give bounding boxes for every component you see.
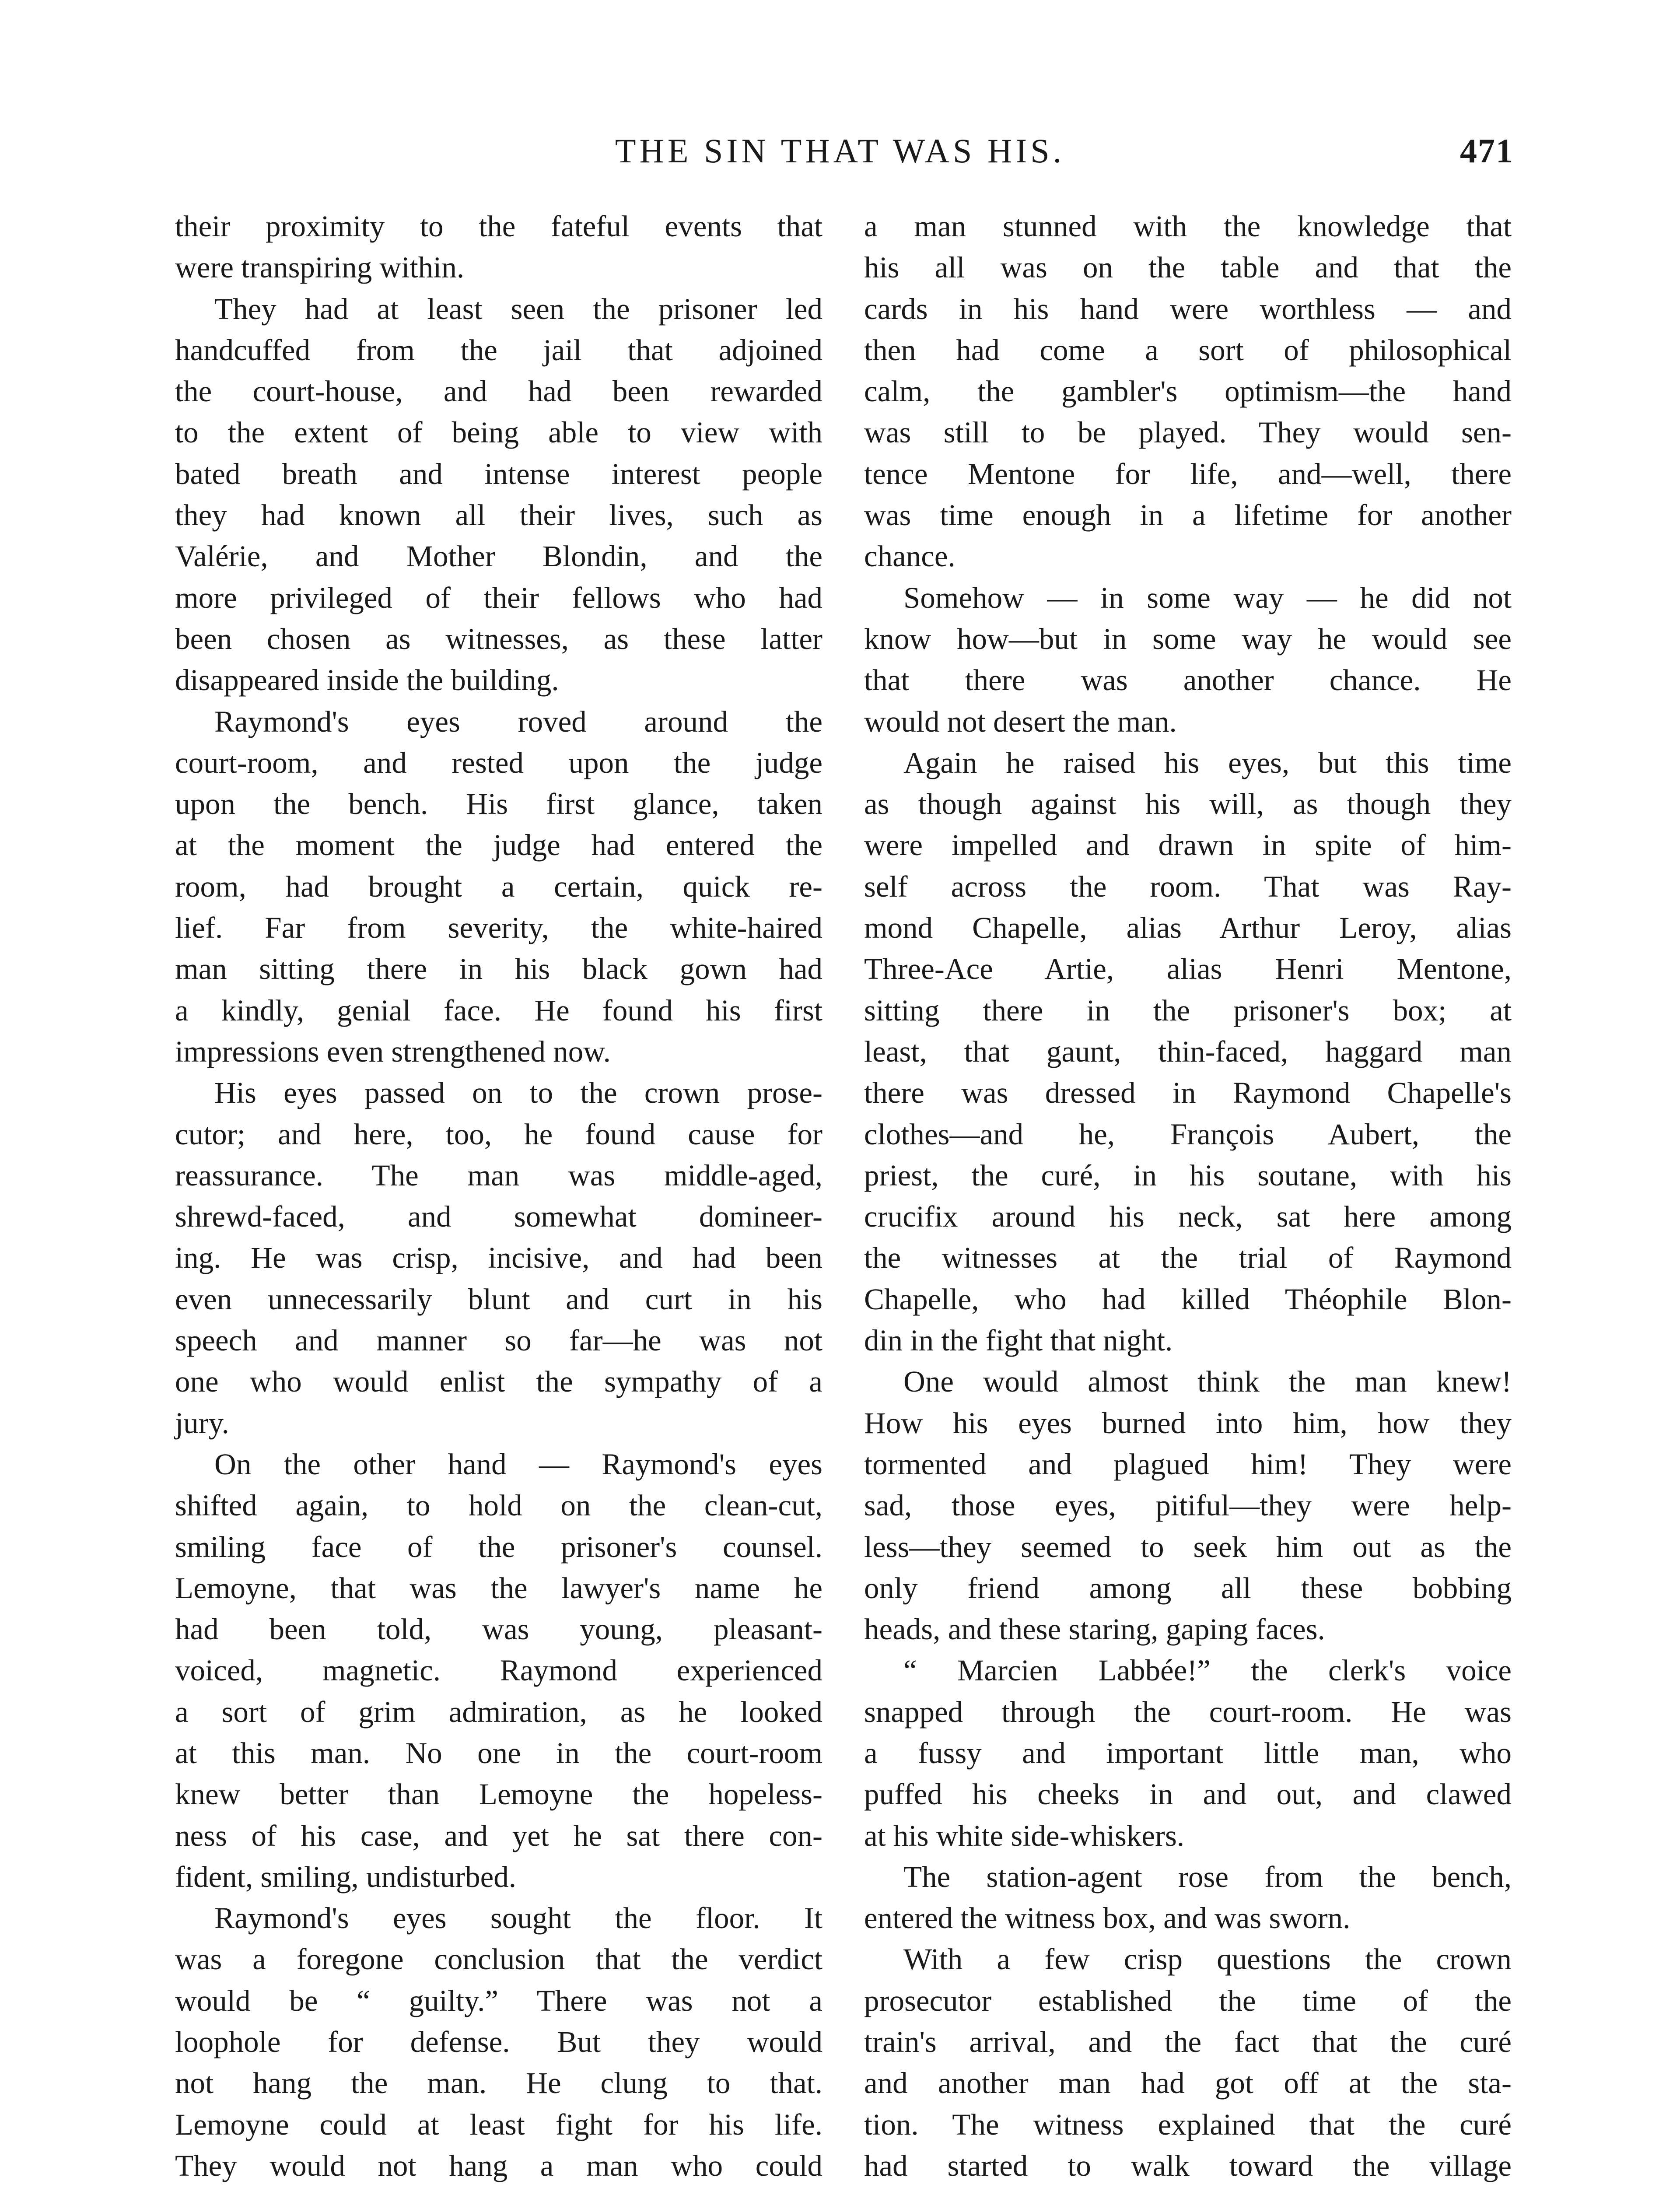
- text-line: a man stunned with the knowledge that: [864, 210, 1512, 243]
- text-line: they had known all their lives, such as: [175, 498, 822, 532]
- text-line: were impelled and drawn in spite of him-: [864, 828, 1512, 862]
- text-line: lief. Far from severity, the white-haired: [175, 911, 822, 945]
- text-line: snapped through the court-room. He was: [864, 1695, 1512, 1729]
- text-line: With a few crisp questions the crown: [903, 1943, 1512, 1976]
- text-line: They would not hang a man who could: [175, 2149, 822, 2182]
- text-line: Again he raised his eyes, but this time: [903, 746, 1512, 779]
- text-line: room, had brought a certain, quick re-: [175, 870, 822, 903]
- text-line: not hang the man. He clung to that.: [175, 2066, 822, 2100]
- text-line: heads, and these staring, gaping faces.: [864, 1613, 1325, 1646]
- text-line: shrewd-faced, and somewhat domineer-: [175, 1200, 822, 1234]
- text-line: The station-agent rose from the bench,: [903, 1860, 1512, 1893]
- text-line: know how—but in some way he would see: [864, 622, 1512, 656]
- text-line: handcuffed from the jail that adjoined: [175, 333, 822, 367]
- text-line: tion. The witness explained that the curé: [864, 2107, 1512, 2141]
- page-title: THE SIN THAT WAS HIS.: [615, 132, 1065, 170]
- text-column-left: [175, 206, 822, 2188]
- text-line: [175, 2186, 822, 2188]
- text-line: their proximity to the fateful events that: [175, 210, 822, 243]
- text-line: Chapelle, who had killed Théophile Blon-: [864, 1282, 1512, 1316]
- text-line: fident, smiling, undisturbed.: [175, 1860, 517, 1893]
- text-line: calm, the gambler's optimism—the hand: [864, 375, 1512, 408]
- text-line: disappeared inside the building.: [175, 663, 559, 697]
- text-line: self across the room. That was Ray-: [864, 870, 1512, 903]
- text-line: at his white side-whiskers.: [864, 1819, 1185, 1852]
- text-column-right: [864, 206, 1512, 2188]
- text-line: a sort of grim admiration, as he looked: [175, 1695, 822, 1729]
- text-line: would be “ guilty.” There was not a: [175, 1984, 822, 2017]
- text-line: more privileged of their fellows who had: [175, 581, 822, 614]
- text-line: Three-Ace Artie, alias Henri Mentone,: [864, 952, 1512, 986]
- text-line: his all was on the table and that the: [864, 251, 1512, 284]
- text-line: impressions even strengthened now.: [175, 1034, 611, 1068]
- text-line: tormented and plagued him! They were: [864, 1447, 1512, 1481]
- text-line: Lemoyne could at least fight for his life.: [175, 2107, 822, 2141]
- text-line: entered the witness box, and was sworn.: [864, 1901, 1351, 1935]
- text-line: Raymond's eyes roved around the: [214, 705, 822, 738]
- text-line: On the other hand — Raymond's eyes: [214, 1447, 822, 1481]
- text-line: court-room, and rested upon the judge: [175, 746, 822, 779]
- text-line: shifted again, to hold on the clean-cut,: [175, 1489, 822, 1522]
- text-line: the court-house, and had been rewarded: [175, 375, 822, 408]
- text-line: His eyes passed on to the crown prose-: [214, 1076, 822, 1110]
- text-line: at the moment the judge had entered the: [175, 828, 822, 862]
- text-line: at this man. No one in the court-room: [175, 1736, 822, 1770]
- text-line: [864, 2186, 1512, 2188]
- page-number: 471: [1460, 132, 1514, 170]
- text-line: prosecutor established the time of the: [864, 1984, 1512, 2017]
- text-line: One would almost think the man knew!: [903, 1365, 1512, 1399]
- text-line: They had at least seen the prisoner led: [214, 292, 822, 326]
- text-line: then had come a sort of philosophical: [864, 333, 1512, 367]
- text-line: tence Mentone for life, and—well, there: [864, 457, 1512, 491]
- text-line: cutor; and here, too, he found cause for: [175, 1117, 822, 1151]
- text-line: were transpiring within.: [175, 251, 465, 284]
- text-line: train's arrival, and the fact that the curé: [864, 2025, 1512, 2059]
- text-line: chance.: [864, 540, 956, 573]
- text-line: knew better than Lemoyne the hopeless-: [175, 1778, 822, 1811]
- text-line: would not desert the man.: [864, 705, 1177, 738]
- text-line: sitting there in the prisoner's box; at: [864, 993, 1512, 1027]
- text-line: Raymond's eyes sought the floor. It: [214, 1901, 822, 1935]
- text-line: cards in his hand were worthless — and: [864, 292, 1512, 326]
- text-line: least, that gaunt, thin-faced, haggard man: [864, 1034, 1512, 1068]
- text-line: voiced, magnetic. Raymond experienced: [175, 1654, 822, 1687]
- text-line: jury.: [175, 1406, 229, 1440]
- text-line: puffed his cheeks in and out, and clawed: [864, 1778, 1512, 1811]
- text-line: was a foregone conclusion that the verdict: [175, 1943, 822, 1976]
- text-line: clothes—and he, François Aubert, the: [864, 1117, 1512, 1151]
- text-line: speech and manner so far—he was not: [175, 1324, 822, 1357]
- text-line: that there was another chance. He: [864, 663, 1512, 697]
- text-line: been chosen as witnesses, as these latter: [175, 622, 822, 656]
- text-line: had started to walk toward the village: [864, 2149, 1512, 2182]
- text-line: Lemoyne, that was the lawyer's name he: [175, 1571, 822, 1605]
- text-line: How his eyes burned into him, how they: [864, 1406, 1512, 1440]
- text-line: a kindly, genial face. He found his first: [175, 993, 822, 1027]
- text-line: loophole for defense. But they would: [175, 2025, 822, 2059]
- text-line: reassurance. The man was middle-aged,: [175, 1158, 822, 1192]
- text-line: less—they seemed to seek him out as the: [864, 1530, 1512, 1564]
- text-line: was still to be played. They would sen-: [864, 416, 1512, 449]
- text-line: din in the fight that night.: [864, 1324, 1173, 1357]
- text-line: priest, the curé, in his soutane, with his: [864, 1158, 1512, 1192]
- text-line: sad, those eyes, pitiful—they were help-: [864, 1489, 1512, 1522]
- text-line: as though against his will, as though they: [864, 787, 1512, 821]
- text-line: one who would enlist the sympathy of a: [175, 1365, 822, 1399]
- text-line: and another man had got off at the sta-: [864, 2066, 1512, 2100]
- text-line: a fussy and important little man, who: [864, 1736, 1512, 1770]
- text-line: smiling face of the prisoner's counsel.: [175, 1530, 822, 1564]
- text-line: only friend among all these bobbing: [864, 1571, 1512, 1605]
- text-line: to the extent of being able to view with: [175, 416, 822, 449]
- text-line: mond Chapelle, alias Arthur Leroy, alias: [864, 911, 1512, 945]
- text-line: crucifix around his neck, sat here among: [864, 1200, 1512, 1234]
- running-head: [166, 131, 1514, 188]
- text-line: bated breath and intense interest people: [175, 457, 822, 491]
- text-line: ness of his case, and yet he sat there con-: [175, 1819, 822, 1852]
- text-line: had been told, was young, pleasant-: [175, 1613, 822, 1646]
- text-line: there was dressed in Raymond Chapelle's: [864, 1076, 1512, 1110]
- text-line: was time enough in a lifetime for another: [864, 498, 1512, 532]
- text-line: Valérie, and Mother Blondin, and the: [175, 540, 822, 573]
- text-line: Somehow — in some way — he did not: [903, 581, 1512, 614]
- text-line: “ Marcien Labbée!” the clerk's voice: [903, 1654, 1512, 1687]
- text-line: the witnesses at the trial of Raymond: [864, 1241, 1512, 1275]
- text-line: even unnecessarily blunt and curt in his: [175, 1282, 822, 1316]
- text-line: upon the bench. His first glance, taken: [175, 787, 822, 821]
- text-line: man sitting there in his black gown had: [175, 952, 822, 986]
- text-line: ing. He was crisp, incisive, and had been: [175, 1241, 822, 1275]
